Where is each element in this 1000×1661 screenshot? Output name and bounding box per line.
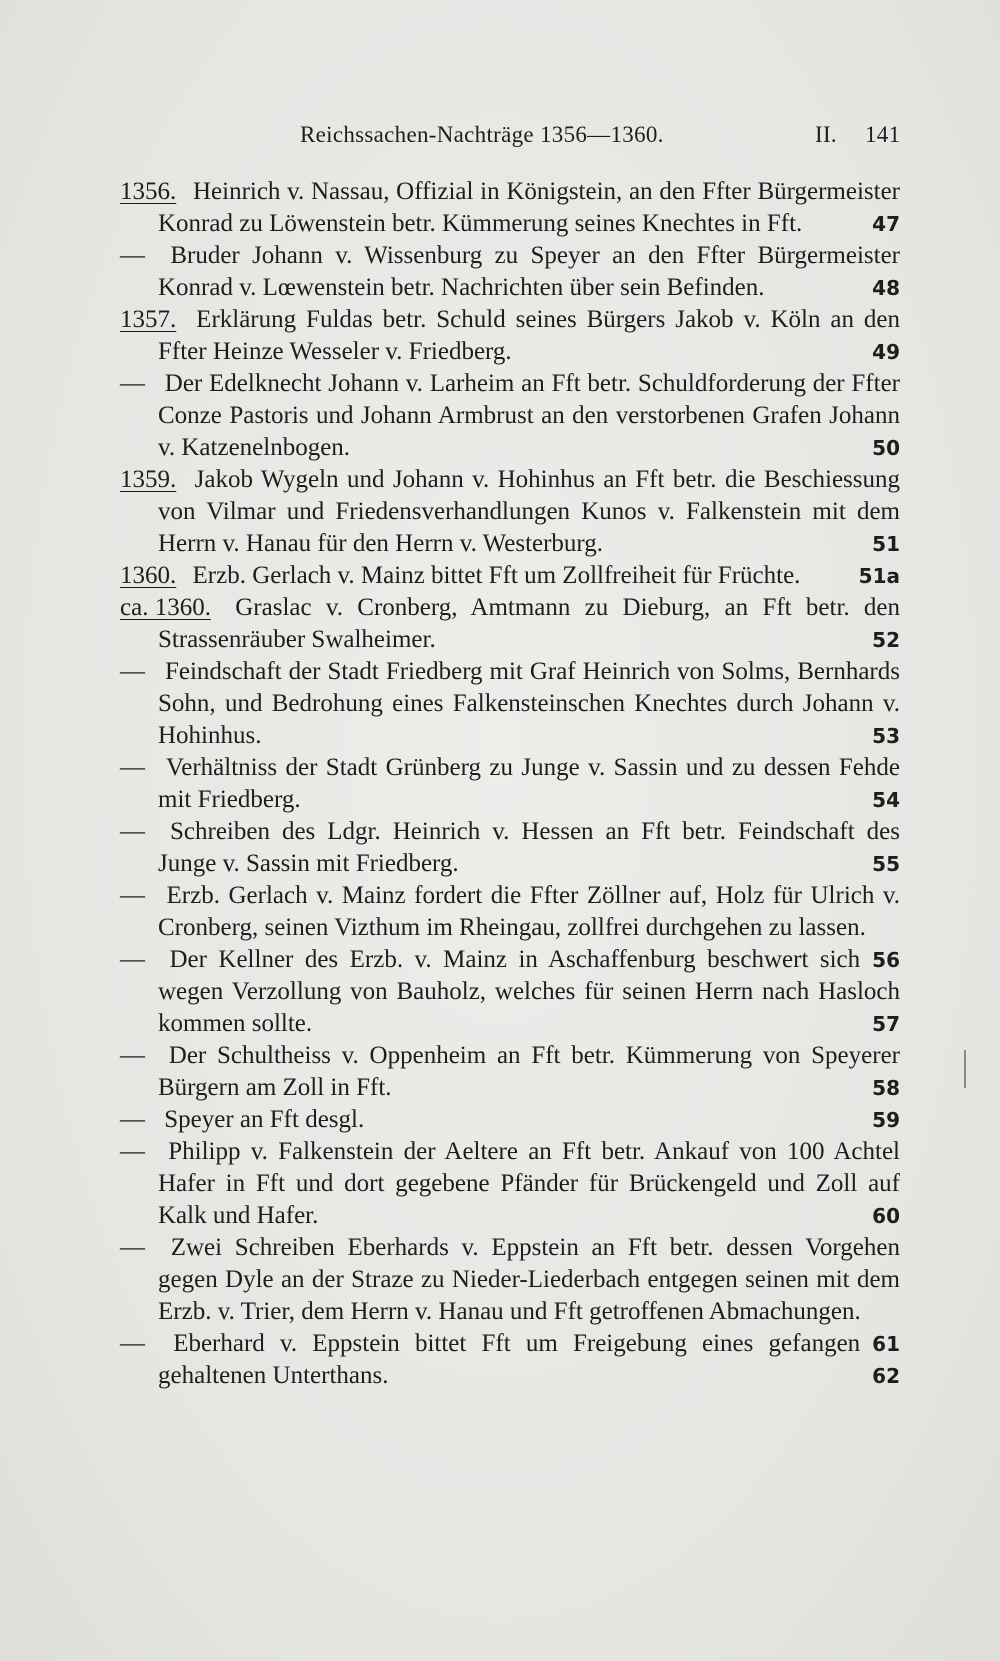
entry-text: Eberhard v. Eppstein bittet Fft um Freigebung eines gefangen gehaltenen Unterthans.	[158, 1330, 861, 1389]
list-item	[120, 240, 900, 304]
entry-date: 1360.	[120, 562, 177, 589]
list-item	[120, 560, 900, 592]
part-label: II.	[815, 122, 837, 147]
entry-dash: —	[120, 946, 145, 973]
list-item	[120, 176, 900, 240]
list-item	[120, 1232, 900, 1356]
entry-date: ca. 1360.	[120, 594, 211, 621]
entry-number: 49	[872, 340, 900, 364]
entry-number: 54	[872, 788, 900, 812]
entry-number: 62	[872, 1364, 900, 1388]
entry-number: 60	[872, 1204, 900, 1228]
entry-number: 48	[872, 276, 900, 300]
entry-text: Der Edelknecht Johann v. Larheim an Fft betr. Schuldforderung der Ffter Conze Pastoris und Johann Armbrust an den verstorbenen Grafen Johann v. Katzenelnbogen.	[158, 370, 900, 461]
entry-number: 57	[872, 1012, 900, 1036]
entry-date: 1359.	[120, 466, 177, 493]
entry-text: Der Kellner des Erzb. v. Mainz in Aschaffenburg beschwert sich wegen Verzollung von Bauholz, welches für seinen Herrn nach Hasloch kommen sollte.	[158, 946, 900, 1037]
page-number: 141	[865, 122, 901, 147]
entry-number: 59	[872, 1108, 900, 1132]
entry-number: 50	[872, 436, 900, 460]
entry-dash: —	[120, 754, 145, 781]
margin-mark	[964, 1050, 966, 1088]
entry-list	[120, 176, 900, 1392]
entry-number: 56	[872, 948, 900, 972]
entry-text: Schreiben des Ldgr. Heinrich v. Hessen an Fft betr. Feindschaft des Junge v. Sassin mit Friedberg.	[158, 818, 900, 877]
entry-dash: —	[120, 370, 145, 397]
entry-number: 58	[872, 1076, 900, 1100]
entry-text: Verhältniss der Stadt Grünberg zu Junge v. Sassin und zu dessen Fehde mit Friedberg.	[158, 754, 900, 813]
list-item	[120, 816, 900, 880]
running-header	[120, 122, 900, 154]
entry-dash: —	[120, 1330, 145, 1357]
entry-number: 61	[872, 1332, 900, 1356]
entry-text: Erklärung Fuldas betr. Schuld seines Bürgers Jakob v. Köln an den Ffter Heinze Wesseler v. Friedberg.	[158, 306, 901, 365]
entry-number: 52	[872, 628, 900, 652]
list-item	[120, 464, 900, 560]
entry-dash: —	[120, 1042, 145, 1069]
entry-text: Philipp v. Falkenstein der Aeltere an Fft betr. Ankauf von 100 Achtel Hafer in Fft und dort gegebene Pfänder für Brückengeld und Zoll auf Kalk und Hafer.	[158, 1138, 901, 1229]
list-item	[120, 1104, 900, 1136]
running-title: Reichssachen-Nachträge 1356—1360.	[300, 122, 664, 147]
list-item	[120, 880, 901, 972]
entry-text: Erzb. Gerlach v. Mainz fordert die Ffter Zöllner auf, Holz für Ulrich v. Cronberg, seinen Vizthum im Rheingau, zollfrei durchgehen zu lassen.	[158, 882, 901, 941]
list-item	[120, 592, 900, 656]
entry-dash: —	[120, 1138, 145, 1165]
entry-dash: —	[120, 1106, 145, 1133]
entry-text: Zwei Schreiben Eberhards v. Eppstein an Fft betr. dessen Vorgehen gegen Dyle an der Straze zu Nieder-Liederbach entgegen seinen mit dem Erzb. v. Trier, dem Herrn v. Hanau und Fft getroffenen Abmachungen.	[158, 1234, 900, 1325]
entry-dash: —	[120, 882, 145, 909]
entry-text: Erzb. Gerlach v. Mainz bittet Fft um Zollfreiheit für Früchte.	[192, 562, 801, 589]
list-item	[120, 368, 900, 464]
list-item	[120, 944, 900, 1040]
entry-dash: —	[120, 818, 145, 845]
entry-number: 55	[872, 852, 900, 876]
entry-number: 47	[872, 212, 900, 236]
entry-text: Der Schultheiss v. Oppenheim an Fft betr. Kümmerung von Speyerer Bürgern am Zoll in Fft.	[158, 1042, 900, 1101]
entry-text: Graslac v. Cronberg, Amtmann zu Dieburg, an Fft betr. den Strassenräuber Swalheimer.	[158, 594, 901, 653]
list-item	[120, 1328, 900, 1392]
entry-dash: —	[120, 658, 145, 685]
entry-number: 51	[872, 532, 900, 556]
list-item	[120, 304, 900, 368]
entry-date: 1357.	[120, 306, 177, 333]
entry-text: Jakob Wygeln und Johann v. Hohinhus an Fft betr. die Beschiessung von Vilmar und Friedensverhandlungen Kunos v. Falkenstein mit dem Herrn v. Hanau für den Herrn v. Westerburg.	[158, 466, 900, 557]
entry-text: Feindschaft der Stadt Friedberg mit Graf Heinrich von Solms, Bernhards Sohn, und Bedrohung eines Falkensteinschen Knechtes durch Johann v. Hohinhus.	[158, 658, 900, 749]
list-item	[120, 752, 900, 816]
entry-dash: —	[120, 242, 145, 269]
list-item	[120, 656, 900, 752]
entry-text: Bruder Johann v. Wissenburg zu Speyer an den Ffter Bürgermeister Konrad v. Lœwenstein betr. Nachrichten über sein Befinden.	[158, 242, 901, 301]
entry-number: 53	[872, 724, 900, 748]
entry-dash: —	[120, 1234, 145, 1261]
entry-text: Speyer an Fft desgl.	[164, 1106, 365, 1133]
list-item	[120, 1040, 900, 1104]
entry-date: 1356.	[120, 178, 177, 205]
entry-text: Heinrich v. Nassau, Offizial in Königstein, an den Ffter Bürgermeister Konrad zu Löwenstein betr. Kümmerung seines Knechtes in Fft.	[158, 178, 900, 237]
entry-number: 51a	[858, 564, 900, 588]
list-item	[120, 1136, 900, 1232]
